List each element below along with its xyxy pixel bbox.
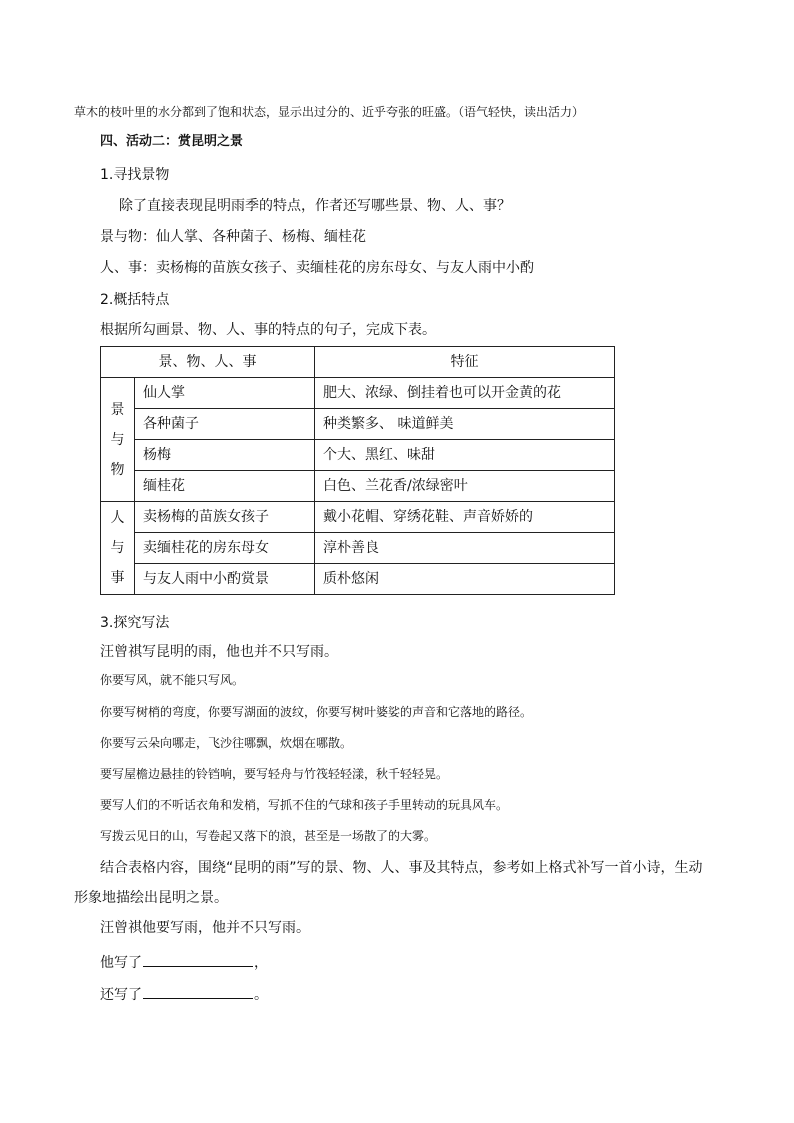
fill-prefix: 还写了 <box>100 987 142 1003</box>
step2-instruction: 根据所勾画景、物、人、事的特点的句子，完成下表。 <box>100 322 436 338</box>
features-table <box>100 346 615 595</box>
table-cell-item: 各种菌子 <box>135 409 315 440</box>
section-title: 四、活动二：赏昆明之景 <box>100 134 244 149</box>
step1-title: 1.寻找景物 <box>100 167 170 183</box>
table-cell-feature: 质朴悠闲 <box>315 564 615 595</box>
poem-line: 你要写云朵向哪走，飞沙往哪飘，炊烟在哪散。 <box>100 736 353 750</box>
table-cell-feature: 淳朴善良 <box>315 533 615 564</box>
table-cell-feature: 个大、黑红、味甜 <box>315 440 615 471</box>
step2-title: 2.概括特点 <box>100 292 170 308</box>
table-row <box>101 378 615 409</box>
task-line: 形象地描绘出昆明之景。 <box>74 890 228 906</box>
blank-2[interactable] <box>143 984 253 999</box>
task-line: 结合表格内容，围绕“昆明的雨”写的景、物、人、事及其特点，参考如上格式补写一首小诗，生动 <box>100 860 703 876</box>
poem-line: 你要写树梢的弯度，你要写湖面的波纹，你要写树叶婆娑的声音和它落地的路径。 <box>100 705 533 719</box>
table-cell-feature: 肥大、浓绿、倒挂着也可以开金黄的花 <box>315 378 615 409</box>
step1-question: 除了直接表现昆明雨季的特点，作者还写哪些景、物、人、事？ <box>119 198 511 214</box>
table-row <box>101 564 615 595</box>
fill-line-1 <box>100 952 268 973</box>
table-cell-item: 卖缅桂花的房东母女 <box>135 533 315 564</box>
table-header-feature: 特征 <box>315 347 615 378</box>
blank-1[interactable] <box>143 952 253 967</box>
table-cell-item: 卖杨梅的苗族女孩子 <box>135 502 315 533</box>
table-row <box>101 409 615 440</box>
table-row <box>101 502 615 533</box>
table-header-row <box>101 347 615 378</box>
table-row <box>101 440 615 471</box>
step3-title: 3.探究写法 <box>100 615 170 631</box>
group-label-scenery: 景 与 物 <box>101 378 135 502</box>
table-cell-feature: 戴小花帽、穿绣花鞋、声音娇娇的 <box>315 502 615 533</box>
intro-line: 草木的枝叶里的水分都到了饱和状态，显示出过分的、近乎夸张的旺盛。（语气轻快，读出活力） <box>74 105 585 119</box>
fill-suffix: 。 <box>254 987 268 1003</box>
frame-line: 汪曾祺他要写雨，他并不只写雨。 <box>100 920 310 936</box>
fill-prefix: 他写了 <box>100 955 142 971</box>
poem-line: 你要写风，就不能只写风。 <box>100 673 245 687</box>
table-row <box>101 533 615 564</box>
poem-line: 写拨云见日的山，写卷起又落下的浪，甚至是一场散了的大雾。 <box>100 829 437 843</box>
table-cell-item: 与友人雨中小酌赏景 <box>135 564 315 595</box>
fill-line-2 <box>100 984 268 1005</box>
step1-people: 人、事：卖杨梅的苗族女孩子、卖缅桂花的房东母女、与友人雨中小酌 <box>100 260 534 276</box>
table-header-item: 景、物、人、事 <box>101 347 315 378</box>
table-cell-feature: 白色、兰花香/浓绿密叶 <box>315 471 615 502</box>
table-cell-item: 杨梅 <box>135 440 315 471</box>
table-cell-item: 仙人掌 <box>135 378 315 409</box>
poem-line: 要写屋檐边悬挂的铃铛响，要写轻舟与竹筏轻轻漾，秋千轻轻晃。 <box>100 767 449 781</box>
group-label-people: 人 与 事 <box>101 502 135 595</box>
table-cell-feature: 种类繁多、 味道鲜美 <box>315 409 615 440</box>
poem-line: 要写人们的不听话衣角和发梢，写抓不住的气球和孩子手里转动的玩具风车。 <box>100 798 509 812</box>
step3-lead: 汪曾祺写昆明的雨，他也并不只写雨。 <box>100 644 338 660</box>
fill-suffix: ， <box>254 955 268 971</box>
step1-scenery: 景与物：仙人掌、各种菌子、杨梅、缅桂花 <box>100 229 366 245</box>
table-cell-item: 缅桂花 <box>135 471 315 502</box>
table-row <box>101 471 615 502</box>
